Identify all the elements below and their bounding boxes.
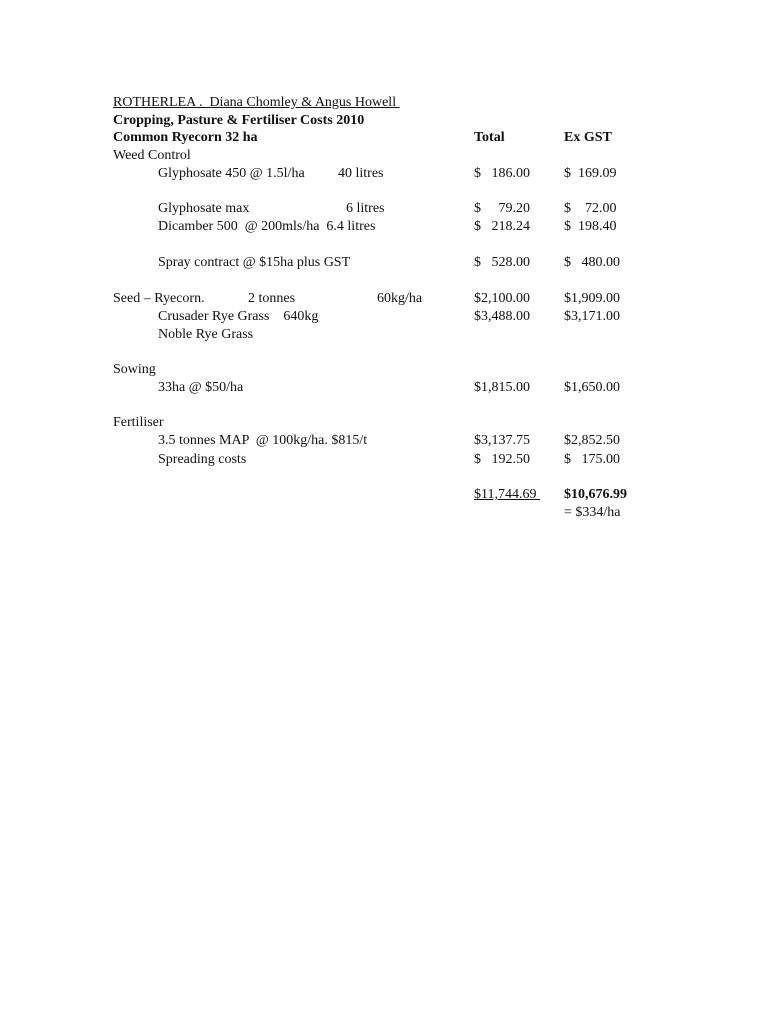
crusader-rye-grass-total: $3,488.00: [474, 309, 530, 324]
cost-per-hectare: = $334/ha: [564, 505, 621, 520]
fertiliser-heading: Fertiliser: [113, 415, 164, 430]
grand-total: $11,744.69: [474, 487, 540, 502]
spreading-costs-ex-gst: $ 175.00: [564, 452, 620, 467]
seed-heading: Seed – Ryecorn.: [113, 291, 205, 306]
map-fertiliser-ex-gst: $2,852.50: [564, 433, 620, 448]
document-title: ROTHERLEA . Diana Chomley & Angus Howell: [113, 95, 400, 110]
dicamber-label: Dicamber 500 @ 200mls/ha 6.4 litres: [158, 219, 376, 234]
spray-contract-label: Spray contract @ $15ha plus GST: [158, 255, 351, 270]
glyphosate-max-label: Glyphosate max: [158, 201, 250, 216]
section-heading: Common Ryecorn 32 ha: [113, 130, 258, 145]
glyphosate-450-label: Glyphosate 450 @ 1.5l/ha: [158, 166, 305, 181]
glyphosate-450-quantity: 40 litres: [338, 166, 384, 181]
map-fertiliser-label: 3.5 tonnes MAP @ 100kg/ha. $815/t: [158, 433, 368, 448]
glyphosate-450-ex-gst: $ 169.09: [564, 166, 617, 181]
ryecorn-quantity: 2 tonnes: [248, 291, 296, 306]
spreading-costs-label: Spreading costs: [158, 452, 247, 467]
grand-total-ex-gst: $10,676.99: [564, 487, 627, 502]
dicamber-total: $ 218.24: [474, 219, 530, 234]
dicamber-ex-gst: $ 198.40: [564, 219, 617, 234]
map-fertiliser-total: $3,137.75: [474, 433, 530, 448]
sowing-ex-gst: $1,650.00: [564, 380, 620, 395]
spray-contract-total: $ 528.00: [474, 255, 530, 270]
crusader-rye-grass-label: Crusader Rye Grass 640kg: [158, 309, 319, 324]
document-subtitle: Cropping, Pasture & Fertiliser Costs 2010: [113, 113, 365, 128]
noble-rye-grass-label: Noble Rye Grass: [158, 327, 254, 342]
spray-contract-ex-gst: $ 480.00: [564, 255, 620, 270]
glyphosate-max-quantity: 6 litres: [346, 201, 385, 216]
spreading-costs-total: $ 192.50: [474, 452, 530, 467]
weed-control-heading: Weed Control: [113, 148, 191, 163]
sowing-heading: Sowing: [113, 362, 156, 377]
glyphosate-max-total: $ 79.20: [474, 201, 530, 216]
ryecorn-total: $2,100.00: [474, 291, 530, 306]
glyphosate-450-total: $ 186.00: [474, 166, 530, 181]
ryecorn-ex-gst: $1,909.00: [564, 291, 620, 306]
sowing-label: 33ha @ $50/ha: [158, 380, 244, 395]
sowing-total: $1,815.00: [474, 380, 530, 395]
column-header-ex-gst: Ex GST: [564, 130, 612, 145]
glyphosate-max-ex-gst: $ 72.00: [564, 201, 617, 216]
ryecorn-rate: 60kg/ha: [377, 291, 423, 306]
crusader-rye-grass-ex-gst: $3,171.00: [564, 309, 620, 324]
column-header-total: Total: [474, 130, 505, 145]
